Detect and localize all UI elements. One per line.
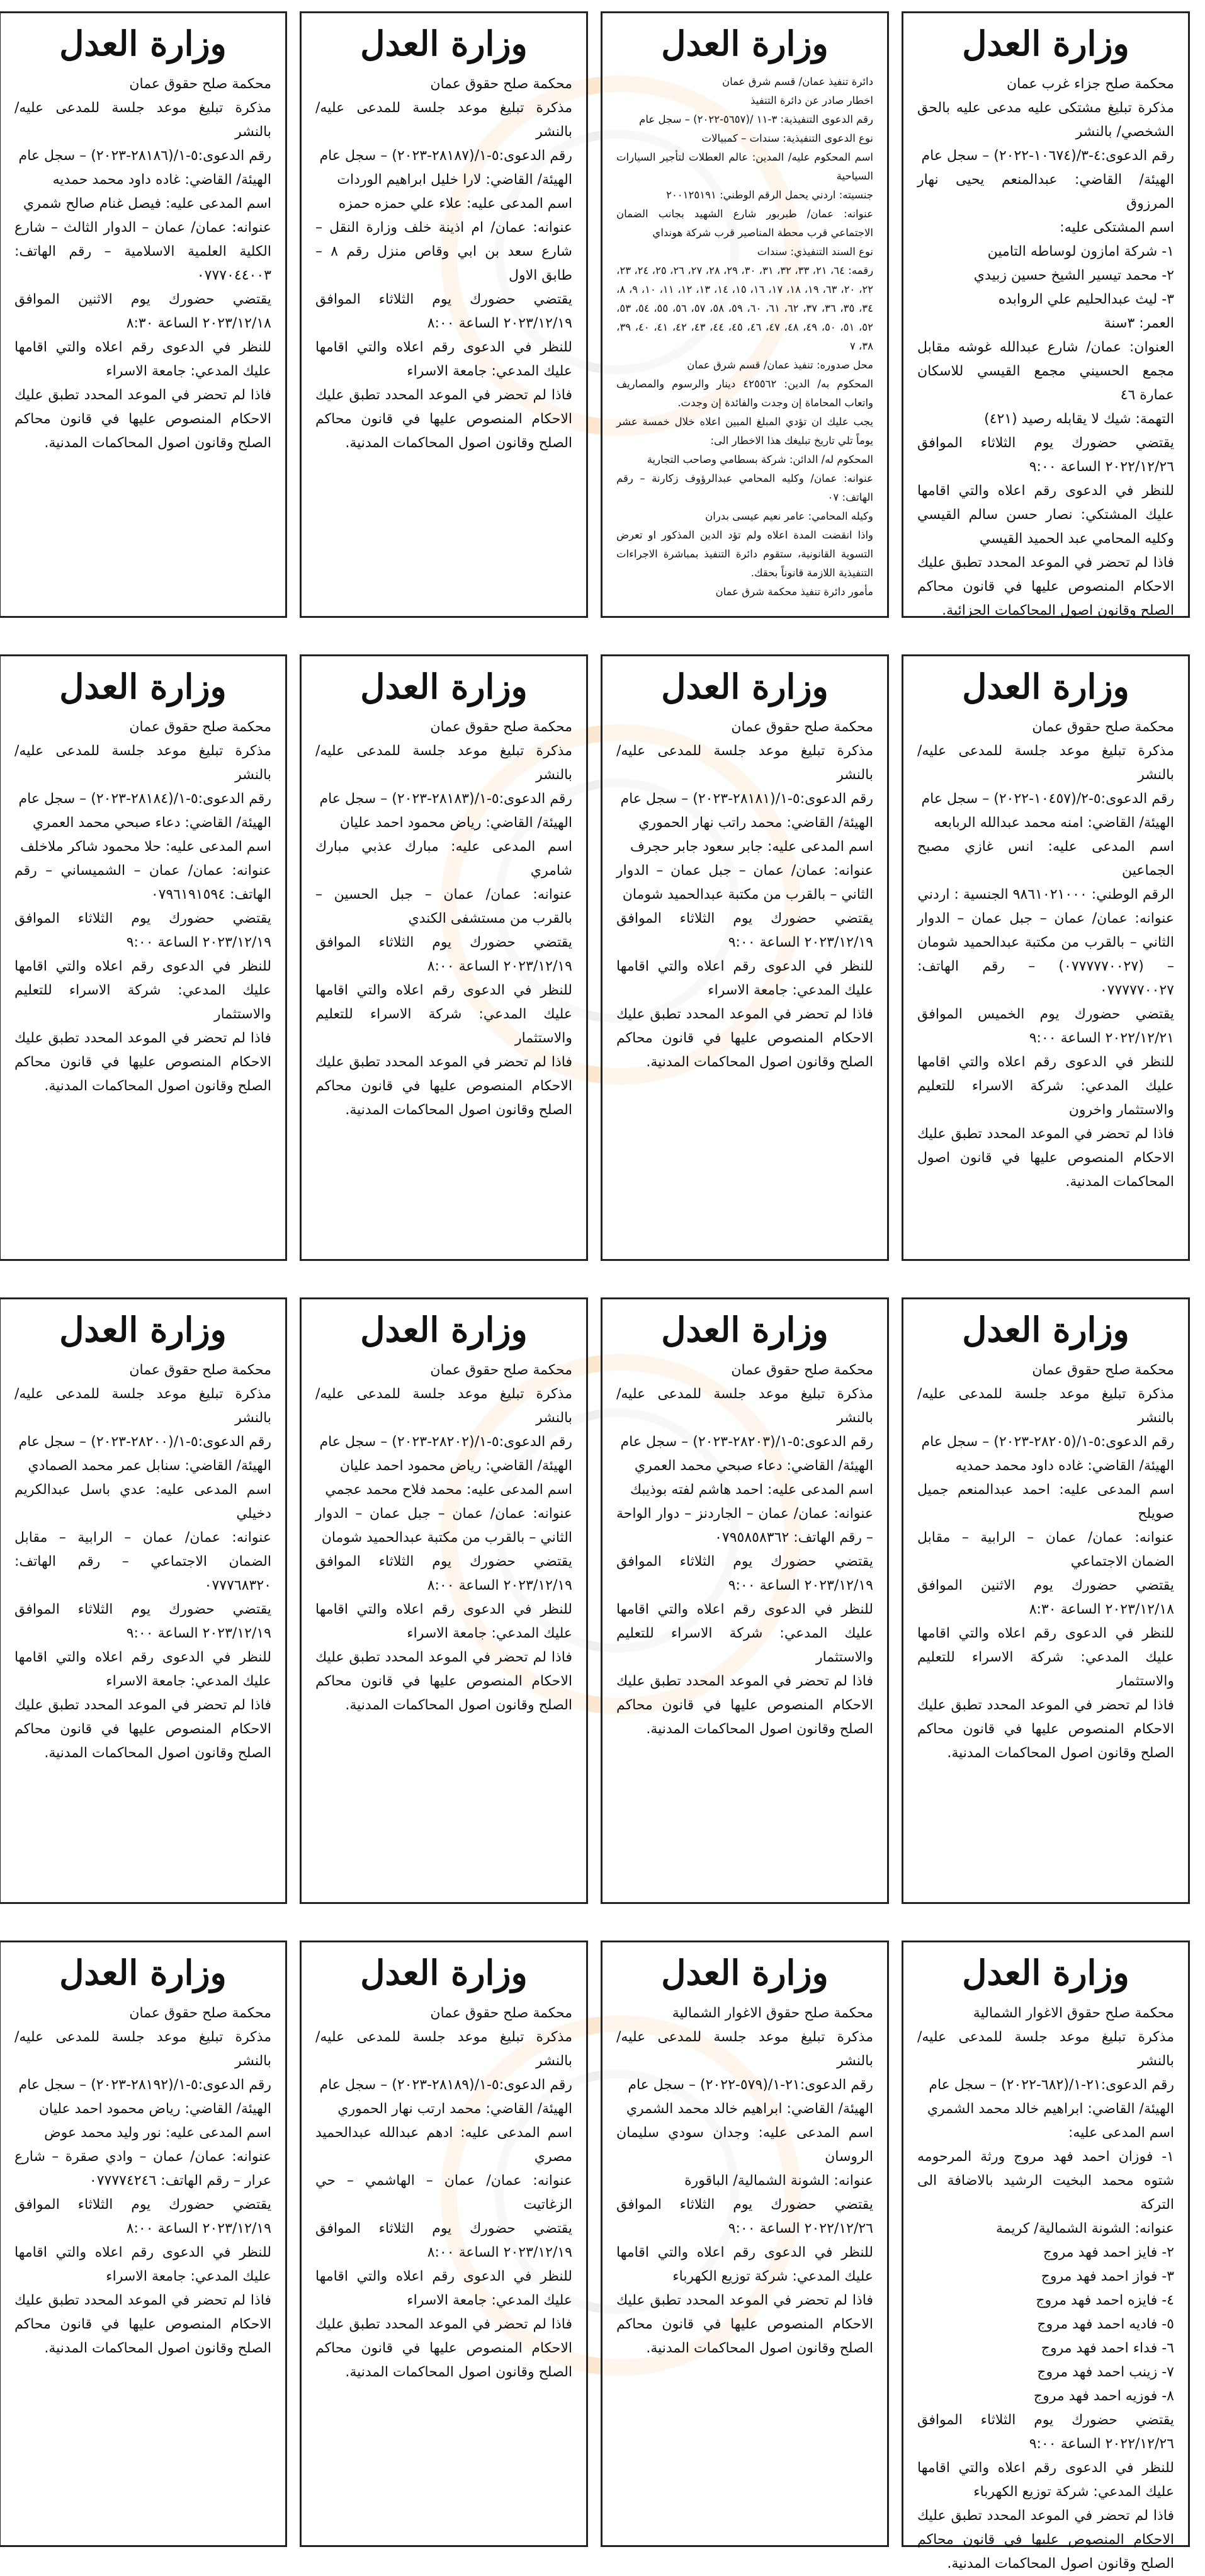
notice-title: وزارة العدل [360, 1309, 528, 1350]
notice-line: يقتضي حضورك يوم الثلاثاء الموافق ٢٠٢٣/١٢/١٩ الساعة ٩:٠٠ [14, 911, 271, 950]
notice-line: يقتضي حضورك يوم الثلاثاء الموافق ٢٠٢٣/١٢/١٩ الساعة ٨:٠٠ [315, 935, 572, 974]
notice-line: محكمة صلح حقوق عمان [731, 719, 873, 735]
notice-title: وزارة العدل [661, 1952, 829, 1993]
notice-line: محكمة صلح جزاء غرب عمان [1006, 76, 1174, 92]
notice-line: اسم المدعى عليه: وجدان سودي سليمان الروسان [616, 2125, 873, 2165]
notice-line: الهيئة/ القاضي: رياض محمود احمد عليان [38, 2101, 271, 2117]
notice-line: رقم الدعوى:٥-١/(٢٨٢٠٠-٢٠٢٣) – سجل عام [18, 1434, 271, 1450]
notice-line: فاذا لم تحضر في الموعد المحدد تطبق عليك الاحكام المنصوص عليها في قانون محاكم الصلح وقانون اصول المحاكمات المدنية. [315, 2317, 572, 2380]
legal-notice [601, 1297, 889, 1904]
notice-line: مذكرة تبليغ موعد جلسة للمدعى عليه/ بالنشر [616, 1386, 873, 1426]
notice-line: اسم المدعى عليه: حلا محمود شاكر ملاخلف [20, 839, 271, 855]
notice-line: ٤- فايزه احمد فهد مروج [1036, 2293, 1174, 2308]
notice-line: نوع الدعوى التنفيذية: سندات – كمبيالات [701, 132, 873, 144]
notice-title: وزارة العدل [962, 1309, 1129, 1350]
notice-line: العنوان: عمان/ شارع عبدالله غوشه مقابل مجمع الحسيني مجمع القيسي للاسكان عمارة ٤٦ [917, 339, 1174, 403]
notice-line: للنظر في الدعوى رقم اعلاه والتي اقامها عليك المدعي: جامعة الاسراء [315, 339, 572, 379]
notice-line: العمر: ٣سنة [1104, 316, 1174, 331]
notice-line: محكمة صلح حقوق عمان [731, 1362, 873, 1378]
notice-line: رقم الدعوى:٤-٣/(١٠٦٧٤-٢٠٢٢) – سجل عام [921, 148, 1174, 164]
notice-line: للنظر في الدعوى رقم اعلاه والتي اقامها عليك المدعي: جامعة الاسراء [315, 2269, 572, 2308]
notice-line: محكمة صلح حقوق عمان [129, 76, 271, 92]
notice-line: للنظر في الدعوى رقم اعلاه والتي اقامها عليك المدعي: شركة الاسراء للتعليم والاستثمار [315, 983, 572, 1046]
notice-line: الهيئة/ القاضي: سنابل عمر محمد الصمادي [28, 1458, 271, 1474]
notice-line: اسم المدعى عليه: مبارك عذبي مبارك شامري [315, 839, 572, 879]
notice-line: اسم المدعى عليه: احمد هاشم لفته بوذيبك [630, 1482, 873, 1498]
legal-notice [300, 1297, 588, 1904]
notice-line: الهيئة/ القاضي: غاده داود محمد حمديه [955, 1458, 1174, 1474]
notice-line: اسم المدعى عليه: [1068, 2125, 1174, 2141]
legal-notice [300, 1941, 588, 2547]
notice-line: الهيئة/ القاضي: دعاء صبحي محمد العمري [634, 1458, 873, 1474]
notice-line: الهيئة/ القاضي: ابراهيم خالد محمد الشمري [626, 2101, 873, 2117]
notice-line: عنوانه: عمان/ عمان – الرابية – مقابل الضمان الاجتماعي – رقم الهاتف: ٠٧٧٧٦٨٣٢٠ [14, 1530, 271, 1593]
notice-line: مذكرة تبليغ موعد جلسة للمدعى عليه/ بالنشر [315, 1386, 572, 1426]
notice-line: رقم الدعوى:٢١-١/(٥٧٩-٢٠٢٢) – سجل عام [628, 2077, 873, 2093]
notice-line: فاذا لم تحضر في الموعد المحدد تطبق عليك الاحكام المنصوص عليها في قانون محاكم الصلح وقانون اصول المحاكمات المدنية. [14, 387, 271, 451]
notice-line: فاذا لم تحضر في الموعد المحدد تطبق عليك الاحكام المنصوص عليها في قانون محاكم الصلح وقانون اصول المحاكمات المدنية. [315, 1650, 572, 1713]
notice-line: اسم المدعى عليه: محمد فلاح محمد عجمي [325, 1482, 572, 1498]
notice-line: اسم المشتكى عليه: [1060, 220, 1174, 236]
legal-notice [902, 11, 1190, 618]
notice-line: محكمة صلح حقوق عمان [430, 2005, 572, 2021]
notice-line: يقتضي حضورك يوم الاثنين الموافق ٢٠٢٣/١٢/١٨ الساعة ٨:٣٠ [14, 292, 271, 331]
notice-line: فاذا لم تحضر في الموعد المحدد تطبق عليك الاحكام المنصوص عليها في قانون محاكم الصلح وقانون اصول المحاكمات المدنية. [14, 1697, 271, 1761]
notice-line: الهيئة/ القاضي: رياض محمود احمد عليان [339, 1458, 572, 1474]
notice-title: وزارة العدل [59, 1952, 227, 1993]
notice-line: للنظر في الدعوى رقم اعلاه والتي اقامها عليك المدعي: جامعة الاسراء [616, 959, 873, 998]
notice-line: عنوانه: عمان/ عمان – جبل عمان – الدوار الثاني – بالقرب من مكتبة عبدالحميد شومان [616, 863, 873, 903]
notice-line: محكمة صلح حقوق عمان [129, 719, 271, 735]
notice-line: اسم المدعى عليه: احمد عبدالمنعم جميل صويلح [917, 1482, 1174, 1522]
notice-line: محكمة صلح حقوق عمان [1032, 719, 1174, 735]
legal-notice [902, 1297, 1190, 1904]
notice-line: فاذا لم تحضر في الموعد المحدد تطبق عليك الاحكام المنصوص عليها في قانون محاكم الصلح وقانون اصول المحاكمات المدنية. [14, 1030, 271, 1094]
notice-line: اسم المدعى عليه: ادهم عبدالله عبدالحميد مصري [315, 2125, 572, 2165]
notice-line: ٣- فواز احمد فهد مروج [1041, 2269, 1174, 2284]
notice-line: رقم الدعوى:٥-١/(٢٨٢٠٢-٢٠٢٣) – سجل عام [319, 1434, 572, 1450]
notice-line: رقم الدعوى:٥-١/(٢٨٢٠٣-٢٠٢٣) – سجل عام [620, 1434, 873, 1450]
notice-line: عنوانه: الشونة الشمالية/ كريمة [996, 2221, 1174, 2237]
notice-line: اسم المدعى عليه: انس غازي مصبح الجماعين [917, 839, 1174, 879]
notice-line: الهيئة/ القاضي: غاده داود محمد حمديه [52, 172, 271, 188]
notice-line: الهيئة/ القاضي: عبدالمنعم يحيى نهار المرزوق [917, 172, 1174, 212]
notice-title: وزارة العدل [962, 666, 1129, 707]
notice-line: مذكرة تبليغ موعد جلسة للمدعى عليه/ بالنشر [14, 100, 271, 140]
notice-line: يقتضي حضورك يوم الثلاثاء الموافق ٢٠٢٣/١٢/١٩ الساعة ٩:٠٠ [14, 1602, 271, 1641]
notice-line: عنوانه: عمان/ عمان – جبل عمان – الدوار الثاني – بالقرب من مكتبة عبدالحميد شومان [315, 1506, 572, 1546]
notice-line: اسم المدعى عليه: نور وليد محمد عوض [44, 2125, 271, 2141]
notice-line: فاذا لم تحضر في الموعد المحدد تطبق عليك الاحكام المنصوص عليها في قانون اصول المحاكمات المدنية. [917, 1126, 1174, 1190]
notice-line: الهيئة/ القاضي: محمد راتب نهار الحموري [638, 815, 873, 831]
notice-line: الهيئة/ القاضي: ابراهيم خالد محمد الشمري [927, 2101, 1174, 2117]
notice-line: رقم الدعوى:٥-١/(٢٨١٨١-٢٠٢٣) – سجل عام [620, 791, 873, 807]
notice-line: للنظر في الدعوى رقم اعلاه والتي اقامها عليك المدعي: شركة الاسراء للتعليم والاستثمار [917, 1626, 1174, 1689]
notice-title: وزارة العدل [661, 23, 829, 64]
notice-line: محكمة صلح حقوق عمان [430, 76, 572, 92]
notice-line: محكمة صلح حقوق عمان [129, 1362, 271, 1378]
notice-line: للنظر في الدعوى رقم اعلاه والتي اقامها عليك المدعي: شركة الاسراء للتعليم والاستثمار [14, 959, 271, 1022]
notice-line: للنظر في الدعوى رقم اعلاه والتي اقامها عليك المدعي: جامعة الاسراء [315, 1602, 572, 1641]
notice-line: محكمة صلح حقوق الاغوار الشمالية [672, 2005, 873, 2021]
notice-line: ٢- فايز احمد فهد مروج [1043, 2245, 1174, 2260]
notice-line: عنوانه: عمان/ عمان – الجاردنز – دوار الواحة – رقم الهاتف: ٠٧٩٥٨٥٨٣٦٢ [616, 1506, 873, 1546]
notice-line: محكمة صلح حقوق عمان [430, 1362, 572, 1378]
legal-notice [902, 654, 1190, 1261]
notice-title: وزارة العدل [59, 666, 227, 707]
notice-line: عنوانه: عمان/ عمان – جبل الحسين – بالقرب من مستشفى الكندي [315, 887, 572, 926]
notice-line: ٣- ليث عبدالحليم علي الروابده [998, 292, 1174, 307]
notice-line: اسم المدعى عليه: فيصل غنام صالح شمري [23, 196, 271, 212]
legal-notice [300, 654, 588, 1261]
notice-line: رقم الدعوى:٥-١/(٢٨٢٠٥-٢٠٢٣) – سجل عام [921, 1434, 1174, 1450]
notice-line: اسم المدعى عليه: عدي باسل عبدالكريم دخيلي [14, 1482, 271, 1522]
notice-line: اسم المدعى عليه: جابر سعود جابر حجرف [630, 839, 873, 855]
notice-line: فاذا لم تحضر في الموعد المحدد تطبق عليك الاحكام المنصوص عليها في قانون محاكم الصلح وقانون اصول المحاكمات المدنية. [315, 387, 572, 451]
legal-notice [0, 654, 287, 1261]
notice-line: محكمة صلح حقوق الاغوار الشمالية [973, 2005, 1174, 2021]
notice-line: يقتضي حضورك يوم الثلاثاء الموافق ٢٠٢٣/١٢/١٩ الساعة ٨:٠٠ [14, 2197, 271, 2237]
notice-line: فاذا لم تحضر في الموعد المحدد تطبق عليك الاحكام المنصوص عليها في قانون محاكم الصلح وقانون اصول المحاكمات المدنية. [315, 1054, 572, 1118]
notice-line: عنوانه: عمان/ عمان – الرابية – مقابل الضمان الاجتماعي [917, 1530, 1174, 1570]
notice-line: فاذا لم تحضر في الموعد المحدد تطبق عليك الاحكام المنصوص عليها في قانون محاكم الصلح وقانون اصول المحاكمات المدنية. [917, 2508, 1174, 2572]
notice-line: فاذا لم تحضر في الموعد المحدد تطبق عليك الاحكام المنصوص عليها في قانون محاكم الصلح وقانون اصول المحاكمات المدنية. [616, 1006, 873, 1070]
notice-line: للنظر في الدعوى رقم اعلاه والتي اقامها عليك المشتكي: نصار حسن سالم القيسي وكليه المحامي عبد الحميد القيسي [917, 483, 1174, 547]
notice-line: يقتضي حضورك يوم الثلاثاء الموافق ٢٠٢٢/١٢/٢٦ الساعة ٩:٠٠ [616, 2197, 873, 2237]
notice-line: ٧- زينب احمد فهد مروج [1037, 2364, 1174, 2380]
notice-line: فاذا لم تحضر في الموعد المحدد تطبق عليك الاحكام المنصوص عليها في قانون محاكم الصلح وقانون اصول المحاكمات المدنية. [616, 2293, 873, 2356]
notice-line: رقم الدعوى:٥-١/(٢٨١٨٦-٢٠٢٣) – سجل عام [18, 148, 271, 164]
notice-line: محكمة صلح حقوق عمان [129, 2005, 271, 2021]
notice-line: رقم الدعوى:٥-١/(٢٨١٨٤-٢٠٢٣) – سجل عام [18, 791, 271, 807]
notice-line: رقم الدعوى التنفيذية: ٣-١١ /(٥٦٥٧-٢٠٢٢) – سجل عام [639, 113, 873, 125]
notice-line: الهيئة/ القاضي: دعاء صبحي محمد العمري [32, 815, 271, 831]
notice-title: وزارة العدل [360, 1952, 528, 1993]
notice-line: مذكرة تبليغ موعد جلسة للمدعى عليه/ بالنشر [917, 743, 1174, 783]
notice-line: المحكوم به/ الدين: ٤٢٥٥٦٢ دينار والرسوم والمصاريف واتعاب المحاماة إن وجدت والفائدة إن وجدت. [616, 378, 873, 409]
notice-line: مذكرة تبليغ موعد جلسة للمدعى عليه/ بالنشر [14, 743, 271, 783]
notice-title: وزارة العدل [360, 666, 528, 707]
notice-line: للنظر في الدعوى رقم اعلاه والتي اقامها عليك المدعي: جامعة الاسراء [14, 2245, 271, 2284]
notice-line: الرقم الوطني: ٩٨٦١٠٢١٠٠٠ الجنسية : اردني [917, 887, 1174, 903]
notice-line: مذكرة تبليغ موعد جلسة للمدعى عليه/ بالنشر [315, 743, 572, 783]
notice-line: ٨- فوزيه احمد فهد مروج [1033, 2388, 1174, 2404]
notice-line: رقم الدعوى:٥-٢/(١٠٤٥٧-٢٠٢٢) – سجل عام [921, 791, 1174, 807]
notice-line: عنوانه: الشونة الشمالية/ الباقورة [684, 2173, 873, 2189]
notice-line: مذكرة تبليغ موعد جلسة للمدعى عليه/ بالنشر [616, 2029, 873, 2069]
notice-line: مذكرة تبليغ موعد جلسة للمدعى عليه/ بالنشر [917, 1386, 1174, 1426]
notice-line: مذكرة تبليغ موعد جلسة للمدعى عليه/ بالنشر [315, 100, 572, 140]
notice-line: عنوانه: عمان/ عمان – وادي صقرة – شارع عرار – رقم الهاتف: ٠٧٧٧٧٤٢٤٦ [14, 2149, 271, 2189]
notice-line: رقم الدعوى:٢١-١/(٦٨٢-٢٠٢٢) – سجل عام [929, 2077, 1174, 2093]
notice-line: عنوانه: عمان/ عمان – الهاشمي – حي الزغاتيت [315, 2173, 572, 2213]
notice-line: مذكرة تبليغ موعد جلسة للمدعى عليه/ بالنشر [315, 2029, 572, 2069]
notice-line: ١- فوزان احمد فهد مروج ورثة المرحومه شتوه محمد البخيت الرشيد بالاضافة الى التركة [917, 2149, 1174, 2213]
notice-line: فاذا لم تحضر في الموعد المحدد تطبق عليك الاحكام المنصوص عليها في قانون محاكم الصلح وقانون اصول المحاكمات المدنية. [616, 1673, 873, 1737]
notice-line: للنظر في الدعوى رقم اعلاه والتي اقامها عليك المدعي: شركة توزيع الكهرباء [917, 2460, 1174, 2500]
notice-line: للنظر في الدعوى رقم اعلاه والتي اقامها عليك المدعي: جامعة الاسراء [14, 1650, 271, 1689]
notice-title: وزارة العدل [360, 23, 528, 64]
notice-line: وكيله المحامي: عامر نعيم عيسى بدران [705, 510, 873, 522]
notice-line: محكمة صلح حقوق عمان [430, 719, 572, 735]
notice-line: للنظر في الدعوى رقم اعلاه والتي اقامها عليك المدعي: شركة الاسراء للتعليم والاستثمار [616, 1602, 873, 1665]
notice-line: للنظر في الدعوى رقم اعلاه والتي اقامها عليك المدعي: شركة توزيع الكهرباء [616, 2245, 873, 2284]
notice-line: يجب عليك ان تؤدي المبلغ المبين اعلاه خلال خمسة عشر يوماً تلي تاريخ تبليغك هذا الاخطار الى: [616, 416, 873, 447]
notice-title: وزارة العدل [661, 666, 829, 707]
notice-line: يقتضي حضورك يوم الثلاثاء الموافق ٢٠٢٣/١٢/١٩ الساعة ٩:٠٠ [616, 1554, 873, 1593]
notice-line: يقتضي حضورك يوم الخميس الموافق ٢٠٢٢/١٢/٢١ الساعة ٩:٠٠ [917, 1006, 1174, 1046]
notice-title: وزارة العدل [962, 23, 1129, 64]
notice-line: رقمه: ٦٤، ٢١، ٣٣، ٣٢، ٣١، ٣٠، ٢٩، ٢٨، ٢٧، ٢٦، ٢٥، ٢٤، ٢٣، ٢٢، ٢٠، ٦٣، ١٩، ١٨، ١٧، ١٦، ١٥، ١٤، ١٣، ١٢، ١١، ١٠، ٩، ٨، ٣٤، ٣٥، ٣٦، ٣٧، ٦٢، ٦١، ٦٠، ٥٩، ٥٨، ٥٧، ٥٦، ٥٥، ٥٤، ٥٣، ٥٢، ٥١، ٥٠، ٤٩، ٤٨، ٤٧، ٤٦، ٤٥، ٤٤، ٤٣، ٤٢، ٤١، ٤٠، ٣٩، ٣٨، ٧ [616, 265, 874, 352]
notice-line: ٦- فداء احمد فهد مروج [1041, 2340, 1174, 2356]
notice-line: مأمور دائرة تنفيذ محكمة شرق عمان [715, 586, 873, 598]
notice-line: الهيئة/ القاضي: لارا خليل ابراهيم الوردات [337, 172, 572, 188]
notice-line: دائرة تنفيذ عمان/ قسم شرق عمان [722, 76, 873, 88]
notice-line: مذكرة تبليغ موعد جلسة للمدعى عليه/ بالنشر [14, 2029, 271, 2069]
notice-line: مذكرة تبليغ موعد جلسة للمدعى عليه/ بالنشر [917, 2029, 1174, 2069]
notice-line: عنوانه: عمان/ عمان – جبل عمان – الدوار الثاني – بالقرب من مكتبة عبدالحميد شومان – (٠٧٧٧٧٧٠٠٢٧) – رقم الهاتف: ٠٧٧٧٧٧٠٠٢٧ [917, 911, 1174, 998]
legal-notice [0, 1297, 287, 1904]
notice-line: يقتضي حضورك يوم الاثنين الموافق ٢٠٢٣/١٢/١٨ الساعة ٨:٣٠ [917, 1578, 1174, 1617]
notice-title: وزارة العدل [59, 23, 227, 64]
legal-notice [601, 1941, 889, 2547]
notice-line: عنوانه: عمان/ عمان – الدوار الثالث – شارع الكلية العلمية الاسلامية – رقم الهاتف: ٠٧٧٧٠٤٤٠٠٣ [14, 220, 271, 283]
notice-line: محكمة صلح حقوق عمان [1032, 1362, 1174, 1378]
notice-line: محل صدوره: تنفيذ عمان/ قسم شرق عمان [687, 359, 873, 371]
notice-line: يقتضي حضورك يوم الثلاثاء الموافق ٢٠٢٣/١٢/١٩ الساعة ٨:٠٠ [315, 2221, 572, 2260]
legal-notice [601, 654, 889, 1261]
notice-line: رقم الدعوى:٥-١/(٢٨١٩٢-٢٠٢٣) – سجل عام [18, 2077, 271, 2093]
notice-line: اسم المدعى عليه: علاء علي حمزه حمزه [338, 196, 572, 212]
notice-title: وزارة العدل [962, 1952, 1129, 1993]
notice-line: يقتضي حضورك يوم الثلاثاء الموافق ٢٠٢٢/١٢/٢٦ الساعة ٩:٠٠ [917, 2412, 1174, 2452]
notice-line: الهيئة/ القاضي: محمد ارتب نهار الحموري [337, 2101, 572, 2117]
notice-line: الهيئة/ القاضي: امنه محمد عبدالله الربابعه [934, 815, 1174, 831]
legal-notice [601, 11, 889, 618]
legal-notice [0, 1941, 287, 2547]
notice-title: وزارة العدل [661, 1309, 829, 1350]
notice-line: مذكرة تبليغ مشتكى عليه مدعى عليه بالحق الشخصي/ بالنشر [917, 100, 1174, 140]
notice-title: وزارة العدل [59, 1309, 227, 1350]
notice-line: يقتضي حضورك يوم الثلاثاء الموافق ٢٠٢٣/١٢/١٩ الساعة ٩:٠٠ [616, 911, 873, 950]
notice-line: للنظر في الدعوى رقم اعلاه والتي اقامها عليك المدعي: شركة الاسراء للتعليم والاستثمار واخرون [917, 1054, 1174, 1118]
notice-line: يقتضي حضورك يوم الثلاثاء الموافق ٢٠٢٣/١٢/١٩ الساعة ٨:٠٠ [315, 1554, 572, 1593]
notice-line: ٥- فاديه احمد فهد مروج [1037, 2317, 1174, 2332]
legal-notice [0, 11, 287, 618]
notice-line: جنسيته: اردني يحمل الرقم الوطني: ٢٠٠١٢٥١٩١ [666, 189, 873, 201]
legal-notice [300, 11, 588, 618]
notice-line: نوع السند التنفيذي: سندات [757, 246, 873, 258]
notice-line: ٢- محمد تيسير الشيخ حسين زبيدي [973, 268, 1174, 283]
notice-line: عنوانه: عمان/ طبربور شارع الشهيد بجانب الضمان الاجتماعي قرب محطة المناصير قرب شركة هونداي [616, 208, 873, 239]
notice-line: يقتضي حضورك يوم الثلاثاء الموافق ٢٠٢٢/١٢/٢٦ الساعة ٩:٠٠ [917, 435, 1174, 475]
notice-line: اسم المحكوم عليه/ المدين: عالم العطلات لتأجير السيارات السياحية [616, 151, 873, 182]
legal-notice [902, 1941, 1190, 2572]
notice-line: ١- شركة امازون لوساطه التامين [987, 244, 1174, 259]
notice-line: المحكوم له/ الدائن: شركة بسطامي وصاحب التجارية [647, 453, 873, 465]
notice-line: فاذا لم تحضر في الموعد المحدد تطبق عليك الاحكام المنصوص عليها في قانون محاكم الصلح وقانون اصول المحاكمات المدنية. [14, 2293, 271, 2356]
notice-line: رقم الدعوى:٥-١/(٢٨١٨٧-٢٠٢٣) – سجل عام [319, 148, 572, 164]
notice-line: مذكرة تبليغ موعد جلسة للمدعى عليه/ بالنشر [14, 1386, 271, 1426]
notice-line: عنوانه: عمان/ ام اذينة خلف وزارة النقل – شارع سعد بن ابي وقاص منزل رقم ٨ – طابق الاول [315, 220, 572, 283]
notice-line: واذا انقضت المدة اعلاه ولم تؤد الدين المذكور او تعرض التسوية القانونية، ستقوم دائرة التنفيذ بمباشرة الاجراءات التنفيذية اللازمة قانوناً بحقك. [616, 529, 873, 579]
notice-line: عنوانه: عمان/ وكليه المحامي عبدالرؤوف زكارنة – رقم الهاتف: ٠٧ [616, 472, 873, 503]
notice-line: فاذا لم تحضر في الموعد المحدد تطبق عليك الاحكام المنصوص عليها في قانون محاكم الصلح وقانون اصول المحاكمات المدنية. [917, 1697, 1174, 1761]
notice-line: مذكرة تبليغ موعد جلسة للمدعى عليه/ بالنشر [616, 743, 873, 783]
notice-line: الهيئة/ القاضي: رياض محمود احمد عليان [339, 815, 572, 831]
notice-line: التهمة: شيك لا يقابله رصيد (٤٢١) [984, 411, 1174, 427]
notice-line: عنوانه: عمان/ عمان – الشميساني – رقم الهاتف: ٠٧٩٦١٩١٥٩٤ [14, 863, 271, 903]
notice-line: فاذا لم تحضر في الموعد المحدد تطبق عليك الاحكام المنصوص عليها في قانون محاكم الصلح وقانون اصول المحاكمات الجزائية. [917, 555, 1174, 618]
notice-line: رقم الدعوى:٥-١/(٢٨١٨٩-٢٠٢٣) – سجل عام [319, 2077, 572, 2093]
notice-line: يقتضي حضورك يوم الثلاثاء الموافق ٢٠٢٣/١٢/١٩ الساعة ٨:٠٠ [315, 292, 572, 331]
notice-line: للنظر في الدعوى رقم اعلاه والتي اقامها عليك المدعي: جامعة الاسراء [14, 339, 271, 379]
notice-line: رقم الدعوى:٥-١/(٢٨١٨٣-٢٠٢٣) – سجل عام [319, 791, 572, 807]
notice-line: اخطار صادر عن دائرة التنفيذ [750, 94, 873, 106]
